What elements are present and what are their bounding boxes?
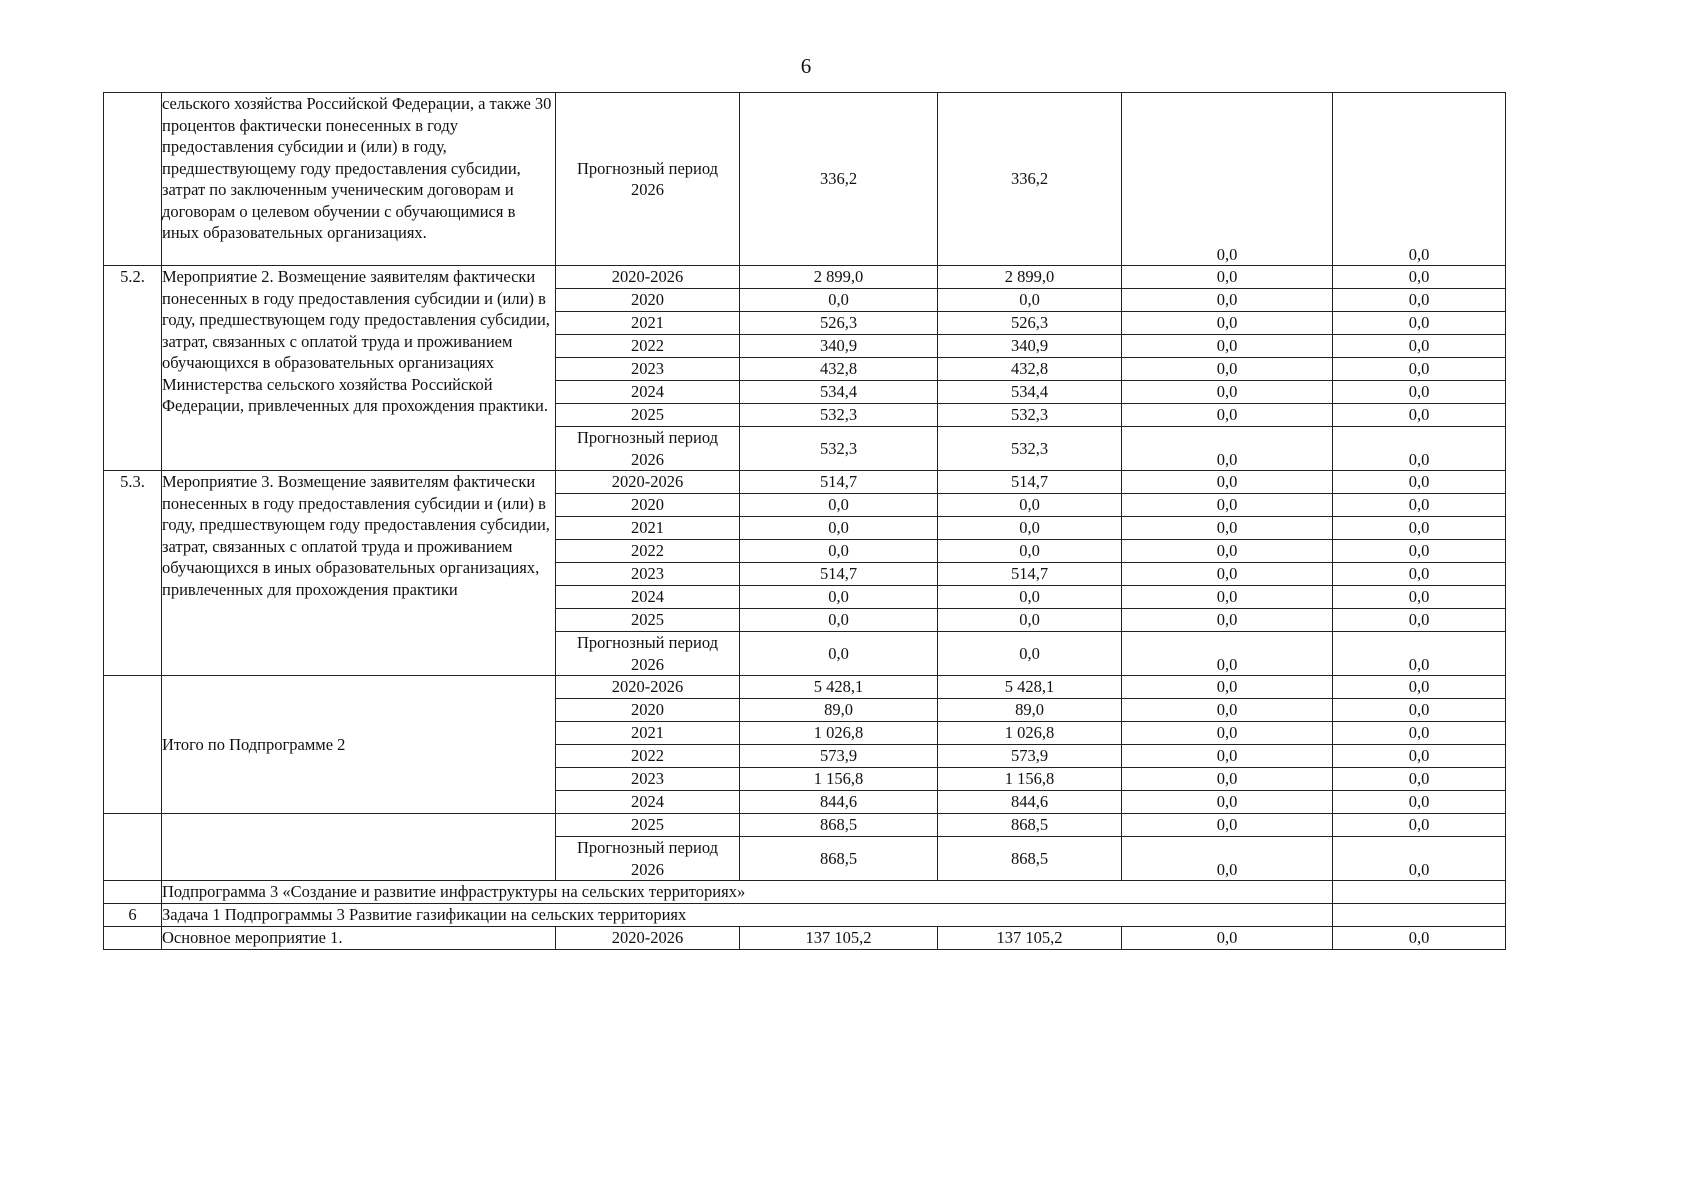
period-cell: 2021 [556,312,740,335]
value-cell: 1 026,8 [740,722,938,745]
row-number-cell [104,814,162,881]
value-cell: 2 899,0 [938,266,1122,289]
table-row [104,266,1506,289]
table-row [104,927,1506,950]
row-number-cell: 5.3. [104,471,162,676]
value-cell: 0,0 [1333,517,1506,540]
value-cell: 0,0 [1333,722,1506,745]
measure-name-cell: Основное мероприятие 1. [162,927,556,950]
period-cell: Прогнозный период 2026 [556,427,740,471]
period-cell: 2020 [556,699,740,722]
value-cell: 573,9 [740,745,938,768]
value-cell: 0,0 [938,540,1122,563]
value-cell: 0,0 [1333,699,1506,722]
value-cell: 0,0 [740,632,938,676]
value-cell: 336,2 [740,93,938,266]
value-cell: 1 156,8 [740,768,938,791]
value-cell: 514,7 [938,471,1122,494]
row-number-cell: 5.2. [104,266,162,471]
value-cell: 532,3 [740,427,938,471]
period-cell: 2022 [556,335,740,358]
period-cell: 2023 [556,358,740,381]
period-cell: 2020-2026 [556,927,740,950]
value-cell: 0,0 [1333,632,1506,676]
value-cell: 0,0 [1122,837,1333,881]
value-cell: 0,0 [1333,471,1506,494]
value-cell: 0,0 [1333,289,1506,312]
measure-name-cell: Мероприятие 3. Возмещение заявителям фактически понесенных в году предоставления субсидии и (или) в году, предшествующем году предоставления субсидии, затрат, связанных с оплатой труда и проживанием обучающихся в иных образовательных организациях, привлеченных для прохождения практики [162,471,556,676]
row-number-cell [104,93,162,266]
value-cell: 532,3 [938,427,1122,471]
value-cell: 0,0 [1122,676,1333,699]
value-cell: 526,3 [740,312,938,335]
value-cell: 0,0 [1333,93,1506,266]
value-cell: 514,7 [740,563,938,586]
value-cell: 0,0 [740,494,938,517]
value-cell: 0,0 [1333,494,1506,517]
value-cell: 0,0 [1122,517,1333,540]
value-cell: 0,0 [1122,927,1333,950]
task-title: Задача 1 Подпрограммы 3 Развитие газификации на сельских территориях [162,904,1333,927]
value-cell: 0,0 [1122,768,1333,791]
value-cell: 0,0 [1333,404,1506,427]
period-cell: 2020-2026 [556,266,740,289]
value-cell: 0,0 [1122,563,1333,586]
value-cell: 0,0 [1333,266,1506,289]
row-number-cell [104,676,162,814]
value-cell: 0,0 [1333,768,1506,791]
value-cell: 89,0 [740,699,938,722]
value-cell: 340,9 [938,335,1122,358]
measure-name-cell: Мероприятие 2. Возмещение заявителям фактически понесенных в году предоставления субсидии и (или) в году, предшествующем году предоставления субсидии, затрат, связанных с оплатой труда и проживанием обучающихся в образовательных организациях Министерства сельского хозяйства Российской Федерации, привлеченных для прохождения практики. [162,266,556,471]
value-cell: 0,0 [1122,289,1333,312]
value-cell: 868,5 [740,814,938,837]
period-cell: 2022 [556,745,740,768]
value-cell: 0,0 [938,517,1122,540]
value-cell: 1 026,8 [938,722,1122,745]
value-cell: 5 428,1 [740,676,938,699]
value-cell: 0,0 [1122,381,1333,404]
page-number: 6 [800,54,812,78]
period-cell: Прогнозный период 2026 [556,93,740,266]
value-cell: 526,3 [938,312,1122,335]
value-cell: 0,0 [1122,791,1333,814]
period-cell: 2025 [556,814,740,837]
value-cell: 534,4 [740,381,938,404]
value-cell: 514,7 [740,471,938,494]
period-cell: 2023 [556,768,740,791]
value-cell: 868,5 [740,837,938,881]
value-cell: 0,0 [1333,358,1506,381]
period-cell: 2020 [556,494,740,517]
value-cell: 2 899,0 [740,266,938,289]
value-cell: 340,9 [740,335,938,358]
value-cell: 0,0 [1333,837,1506,881]
value-cell: 0,0 [1333,791,1506,814]
value-cell: 0,0 [1333,312,1506,335]
value-cell: 0,0 [1122,266,1333,289]
value-cell: 514,7 [938,563,1122,586]
value-cell: 0,0 [938,609,1122,632]
table-row [104,93,1506,266]
table-row [104,814,1506,837]
row-number-cell [104,881,162,904]
value-cell: 532,3 [938,404,1122,427]
value-cell: 0,0 [1122,471,1333,494]
value-cell: 0,0 [1333,335,1506,358]
value-cell: 844,6 [740,791,938,814]
value-cell: 0,0 [1333,814,1506,837]
value-cell: 0,0 [740,540,938,563]
task-row [104,904,1506,927]
value-cell: 0,0 [1333,609,1506,632]
value-cell: 5 428,1 [938,676,1122,699]
table-row [104,471,1506,494]
value-cell: 0,0 [1122,358,1333,381]
value-cell: 0,0 [1122,745,1333,768]
value-cell: 0,0 [1122,540,1333,563]
value-cell: 0,0 [1122,312,1333,335]
empty-cell [1333,904,1506,927]
value-cell: 0,0 [1333,745,1506,768]
value-cell: 0,0 [740,289,938,312]
measure-name-cell: сельского хозяйства Российской Федерации, а также 30 процентов фактически понесенных в году предоставления субсидии и (или) в году, предшествующему году предоставления субсидии, затрат по заключенным ученическим договорам и договорам о целевом обучении с обучающимися в иных образовательных организациях. [162,93,556,266]
row-number-cell: 6 [104,904,162,927]
value-cell: 0,0 [740,586,938,609]
measure-name-cell: Итого по Подпрограмме 2 [162,676,556,814]
period-cell: 2021 [556,722,740,745]
period-cell: 2025 [556,609,740,632]
value-cell: 0,0 [1333,427,1506,471]
value-cell: 0,0 [1122,699,1333,722]
value-cell: 868,5 [938,837,1122,881]
empty-cell [1333,881,1506,904]
value-cell: 0,0 [1333,381,1506,404]
value-cell: 0,0 [1122,632,1333,676]
row-number-cell [104,927,162,950]
subprogram-title: Подпрограмма 3 «Создание и развитие инфраструктуры на сельских территориях» [162,881,1333,904]
value-cell: 432,8 [938,358,1122,381]
period-cell: 2023 [556,563,740,586]
measure-name-cell [162,814,556,881]
period-cell: Прогнозный период 2026 [556,632,740,676]
value-cell: 573,9 [938,745,1122,768]
period-cell: 2024 [556,586,740,609]
period-cell: 2021 [556,517,740,540]
value-cell: 0,0 [1122,404,1333,427]
value-cell: 534,4 [938,381,1122,404]
value-cell: 0,0 [1122,335,1333,358]
value-cell: 0,0 [1333,563,1506,586]
value-cell: 0,0 [1122,427,1333,471]
subprogram-row [104,881,1506,904]
value-cell: 336,2 [938,93,1122,266]
period-cell: 2025 [556,404,740,427]
period-cell: 2020 [556,289,740,312]
value-cell: 432,8 [740,358,938,381]
period-cell: 2024 [556,791,740,814]
value-cell: 0,0 [938,632,1122,676]
value-cell: 0,0 [938,586,1122,609]
value-cell: 0,0 [740,517,938,540]
period-cell: 2022 [556,540,740,563]
period-cell: 2024 [556,381,740,404]
value-cell: 0,0 [938,289,1122,312]
budget-table [103,92,1506,950]
value-cell: 1 156,8 [938,768,1122,791]
value-cell: 0,0 [1122,722,1333,745]
value-cell: 0,0 [1333,586,1506,609]
table-row [104,676,1506,699]
value-cell: 844,6 [938,791,1122,814]
value-cell: 0,0 [1122,93,1333,266]
value-cell: 0,0 [1122,814,1333,837]
period-cell: Прогнозный период 2026 [556,837,740,881]
period-cell: 2020-2026 [556,676,740,699]
value-cell: 137 105,2 [938,927,1122,950]
period-cell: 2020-2026 [556,471,740,494]
value-cell: 0,0 [1122,494,1333,517]
value-cell: 0,0 [1333,540,1506,563]
value-cell: 0,0 [1122,586,1333,609]
value-cell: 0,0 [1333,676,1506,699]
value-cell: 868,5 [938,814,1122,837]
value-cell: 0,0 [938,494,1122,517]
value-cell: 532,3 [740,404,938,427]
value-cell: 0,0 [1122,609,1333,632]
value-cell: 0,0 [1333,927,1506,950]
value-cell: 137 105,2 [740,927,938,950]
value-cell: 89,0 [938,699,1122,722]
value-cell: 0,0 [740,609,938,632]
